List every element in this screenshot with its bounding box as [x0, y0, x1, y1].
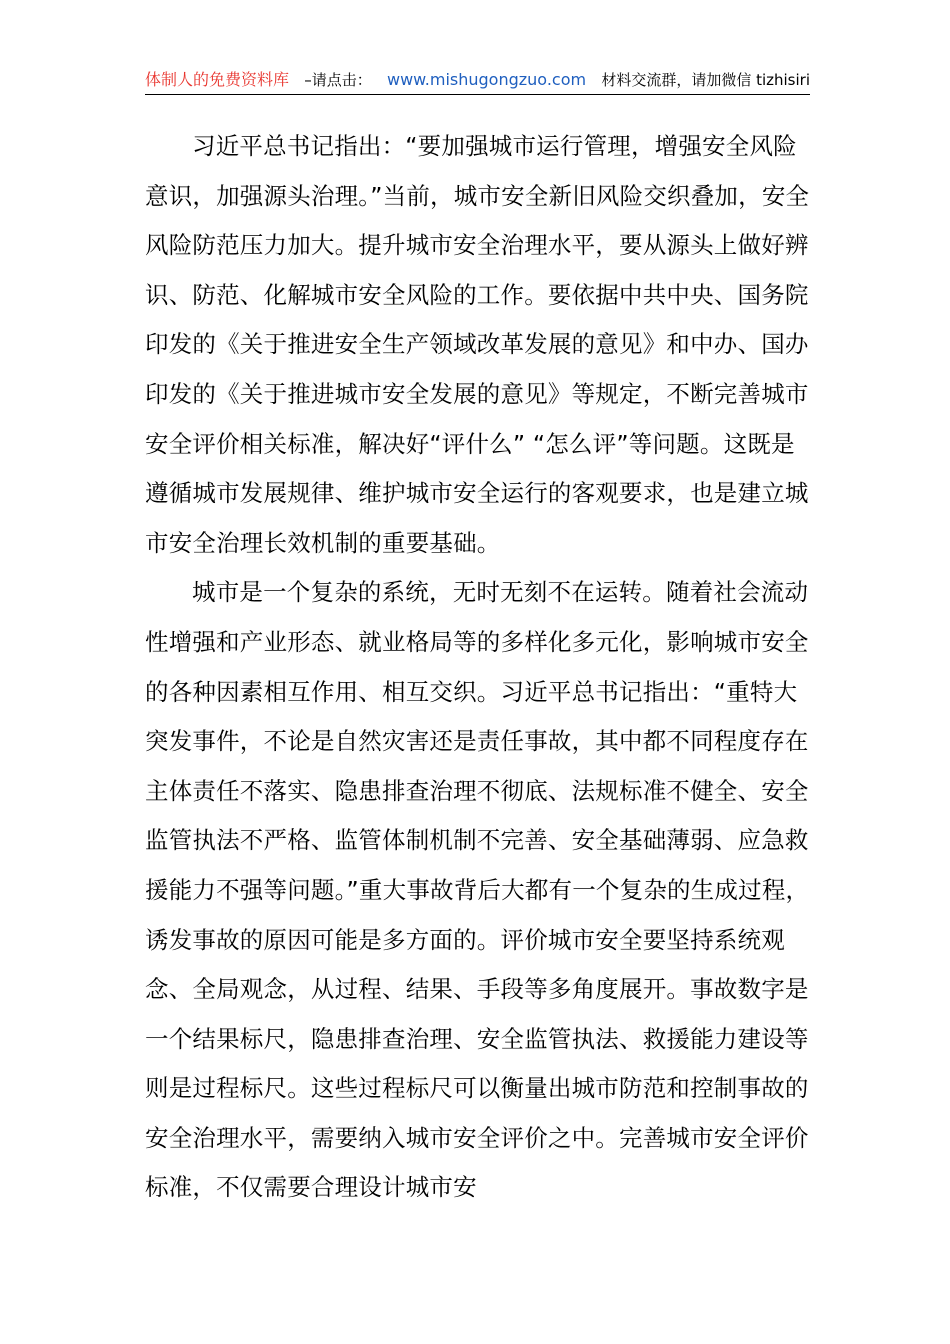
header-contact-note: 材料交流群，请加微信 tizhisiri — [601, 71, 810, 89]
paragraph-2: 城市是一个复杂的系统，无时无刻不在运转。随着社会流动性增强和产业形态、就业格局等的多样化多元化，影响城市安全的各种因素相互作用、相互交织。习近平总书记指出：“重特大突发事件，不论是自然灾害还是责任事故，其中都不同程度存在主体责任不落实、隐患排查治理不彻底、法规标准不健全、安全监管执法不严格、监管体制机制不完善、安全基础薄弱、应急救援能力不强等问题。”重大事故背后大都有一个复杂的生成过程，诱发事故的原因可能是多方面的。评价城市安全要坚持系统观念、全局观念，从过程、结果、手段等多角度展开。事故数字是一个结果标尺，隐患排查治理、安全监管执法、救援能力建设等则是过程标尺。这些过程标尺可以衡量出城市防范和控制事故的安全治理水平，需要纳入城市安全评价之中。完善城市安全评价标准，不仅需要合理设计城市安 — [145, 578, 810, 1202]
paragraph-1: 习近平总书记指出：“要加强城市运行管理，增强安全风险意识，加强源头治理。”当前，城市安全新旧风险交织叠加，安全风险防范压力加大。提升城市安全治理水平，要从源头上做好辨识、防范、化解城市安全风险的工作。要依据中共中央、国务院印发的《关于推进安全生产领域改革发展的意见》和中办、国办印发的《关于推进城市安全发展的意见》等规定，不断完善城市安全评价相关标准，解决好“评什么” “怎么评”等问题。这既是遵循城市发展规律、维护城市安全运行的客观要求，也是建立城市安全治理长效机制的重要基础。 — [145, 132, 810, 557]
header-url-link[interactable]: www.mishugongzuo.com — [387, 70, 587, 89]
header-prompt: –请点击： — [304, 71, 372, 89]
header-brand: 体制人的免费资料库 — [145, 70, 290, 89]
page-header — [145, 64, 810, 95]
document-body — [145, 122, 810, 1213]
